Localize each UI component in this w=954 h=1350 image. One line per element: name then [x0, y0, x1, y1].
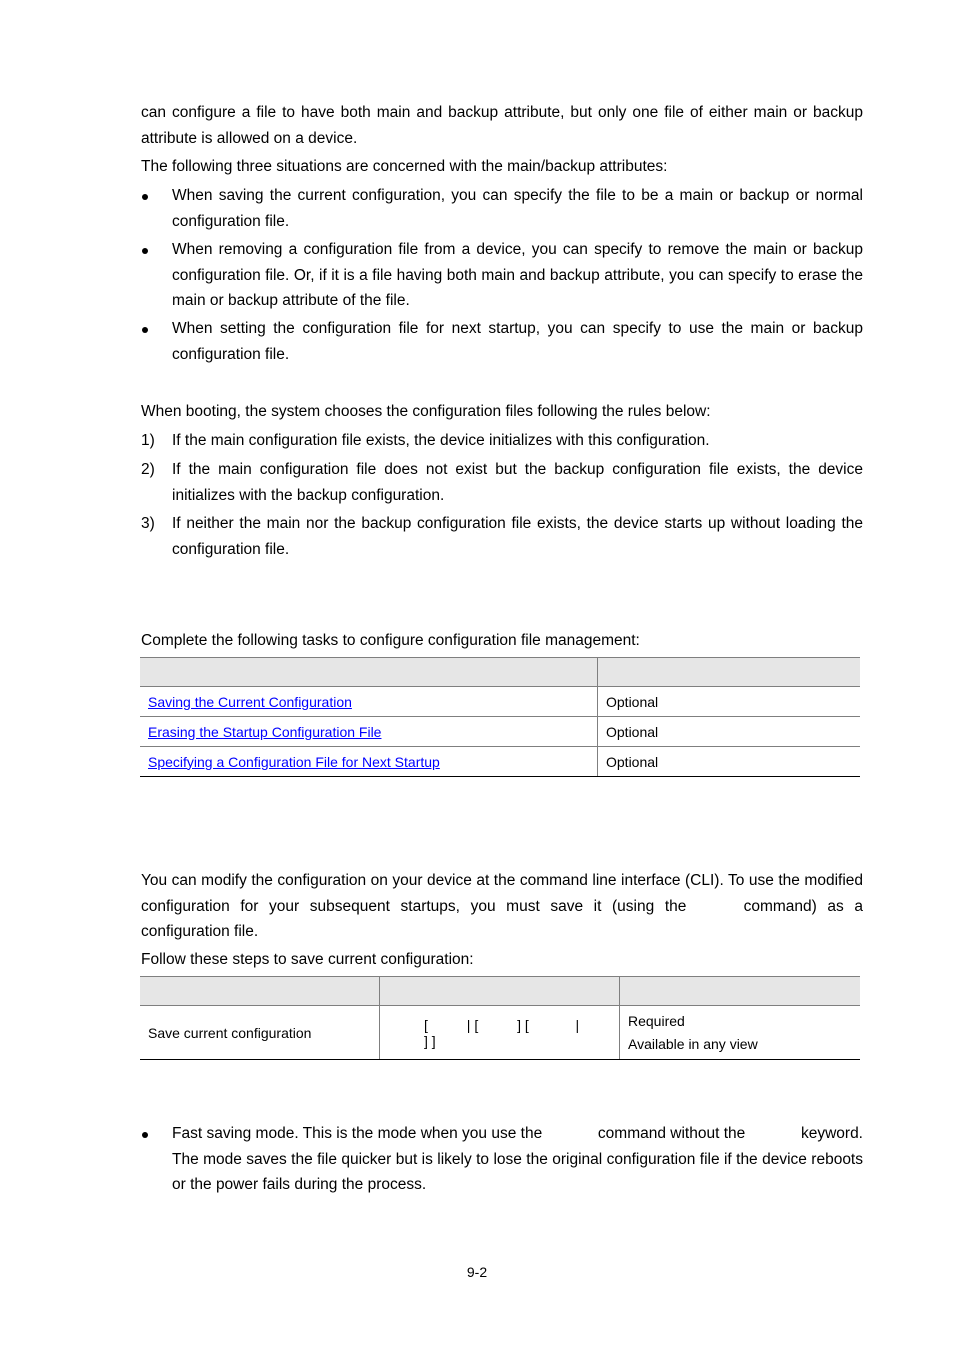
- list-item: [141, 1121, 863, 1198]
- remark-cell: Optional: [598, 687, 861, 717]
- table-header-row: [140, 658, 860, 687]
- bullet-icon: [142, 1132, 148, 1138]
- saving-text-b: command) as a configuration file.: [141, 897, 864, 940]
- command-line: ] ]: [424, 1032, 436, 1049]
- remark-cell: [620, 1006, 861, 1060]
- table-row: [140, 687, 860, 717]
- table-row: [140, 1006, 860, 1060]
- saving-text-a: You can modify the configuration on your device at the command line interface (CLI). To use the modified configuration for your subsequent startups, you must save it (using the: [141, 872, 863, 915]
- tasks-table: [140, 657, 860, 777]
- list-item: [141, 237, 863, 314]
- task-link[interactable]: Specifying a Configuration File for Next Startup: [148, 753, 440, 770]
- table-row: [140, 747, 860, 777]
- list-item-text: When saving the current configuration, you can specify the file to be a main or backup or normal configuration file.: [172, 187, 863, 230]
- list-item-text: When setting the configuration file for next startup, you can specify to use the main or backup configuration file.: [172, 320, 863, 363]
- task-cell: [140, 687, 598, 717]
- saving-paragraph: [141, 868, 863, 945]
- list-item: [141, 457, 863, 508]
- save-steps-table: [140, 976, 860, 1060]
- rule-text: If neither the main nor the backup configuration file exists, the device starts up without loading the configuration file.: [172, 515, 863, 558]
- mode-text-d: The mode saves the file quicker but is likely to lose the original configuration file if the device reboots or the power fails during the process.: [172, 1150, 863, 1193]
- header-operation: [140, 977, 380, 1006]
- header-task: [140, 658, 598, 687]
- remark-required: Required: [628, 1012, 685, 1029]
- bullet-icon: [142, 248, 148, 254]
- list-item: [141, 183, 863, 234]
- header-remarks: [598, 658, 861, 687]
- operation-cell: Save current configuration: [140, 1006, 380, 1060]
- list-item: [141, 511, 863, 562]
- task-link[interactable]: Erasing the Startup Configuration File: [148, 723, 382, 740]
- command-line: [ | [ ] [ |: [424, 1016, 580, 1033]
- rule-text: If the main configuration file does not exist but the backup configuration file exists, the device initializes with the backup configuration.: [172, 461, 863, 504]
- rule-number: 1): [141, 432, 155, 449]
- bullet-icon: [142, 327, 148, 333]
- steps-lead: Follow these steps to save current configuration:: [141, 951, 474, 968]
- task-cell: [140, 747, 598, 777]
- situations-lead: The following three situations are concerned with the main/backup attributes:: [141, 158, 668, 175]
- list-item-text: When removing a configuration file from a device, you can specify to remove the main or backup configuration file. Or, if it is a file having both main and backup attribute, you can specify to erase the main or backup attribute of the file.: [172, 241, 863, 309]
- mode-text-c: keyword.: [800, 1125, 863, 1142]
- table-row: [140, 717, 860, 747]
- rule-number: 3): [141, 515, 155, 532]
- header-remarks: [620, 977, 861, 1006]
- intro-paragraph: can configure a file to have both main and backup attribute, but only one file of either main or backup attribute is allowed on a device.: [141, 104, 863, 147]
- booting-lead: When booting, the system chooses the configuration files following the rules below:: [141, 403, 711, 420]
- list-item-text: [172, 1121, 863, 1198]
- rule-number: 2): [141, 461, 155, 478]
- task-cell: [140, 717, 598, 747]
- mode-text-a: Fast saving mode. This is the mode when you use the: [172, 1125, 543, 1142]
- remark-view: Available in any view: [628, 1035, 758, 1052]
- rule-text: If the main configuration file exists, the device initializes with this configuration.: [172, 432, 710, 449]
- task-link[interactable]: Saving the Current Configuration: [148, 693, 352, 710]
- table-header-row: [140, 977, 860, 1006]
- list-item: [141, 316, 863, 367]
- header-command: [380, 977, 620, 1006]
- bullet-icon: [142, 194, 148, 200]
- mode-text-b: command without the: [597, 1125, 746, 1142]
- page-number: 9-2: [466, 1264, 488, 1280]
- list-item: [141, 428, 863, 454]
- remark-cell: Optional: [598, 717, 861, 747]
- tasks-lead: Complete the following tasks to configure configuration file management:: [141, 632, 640, 649]
- remark-cell: Optional: [598, 747, 861, 777]
- command-cell: [380, 1006, 620, 1060]
